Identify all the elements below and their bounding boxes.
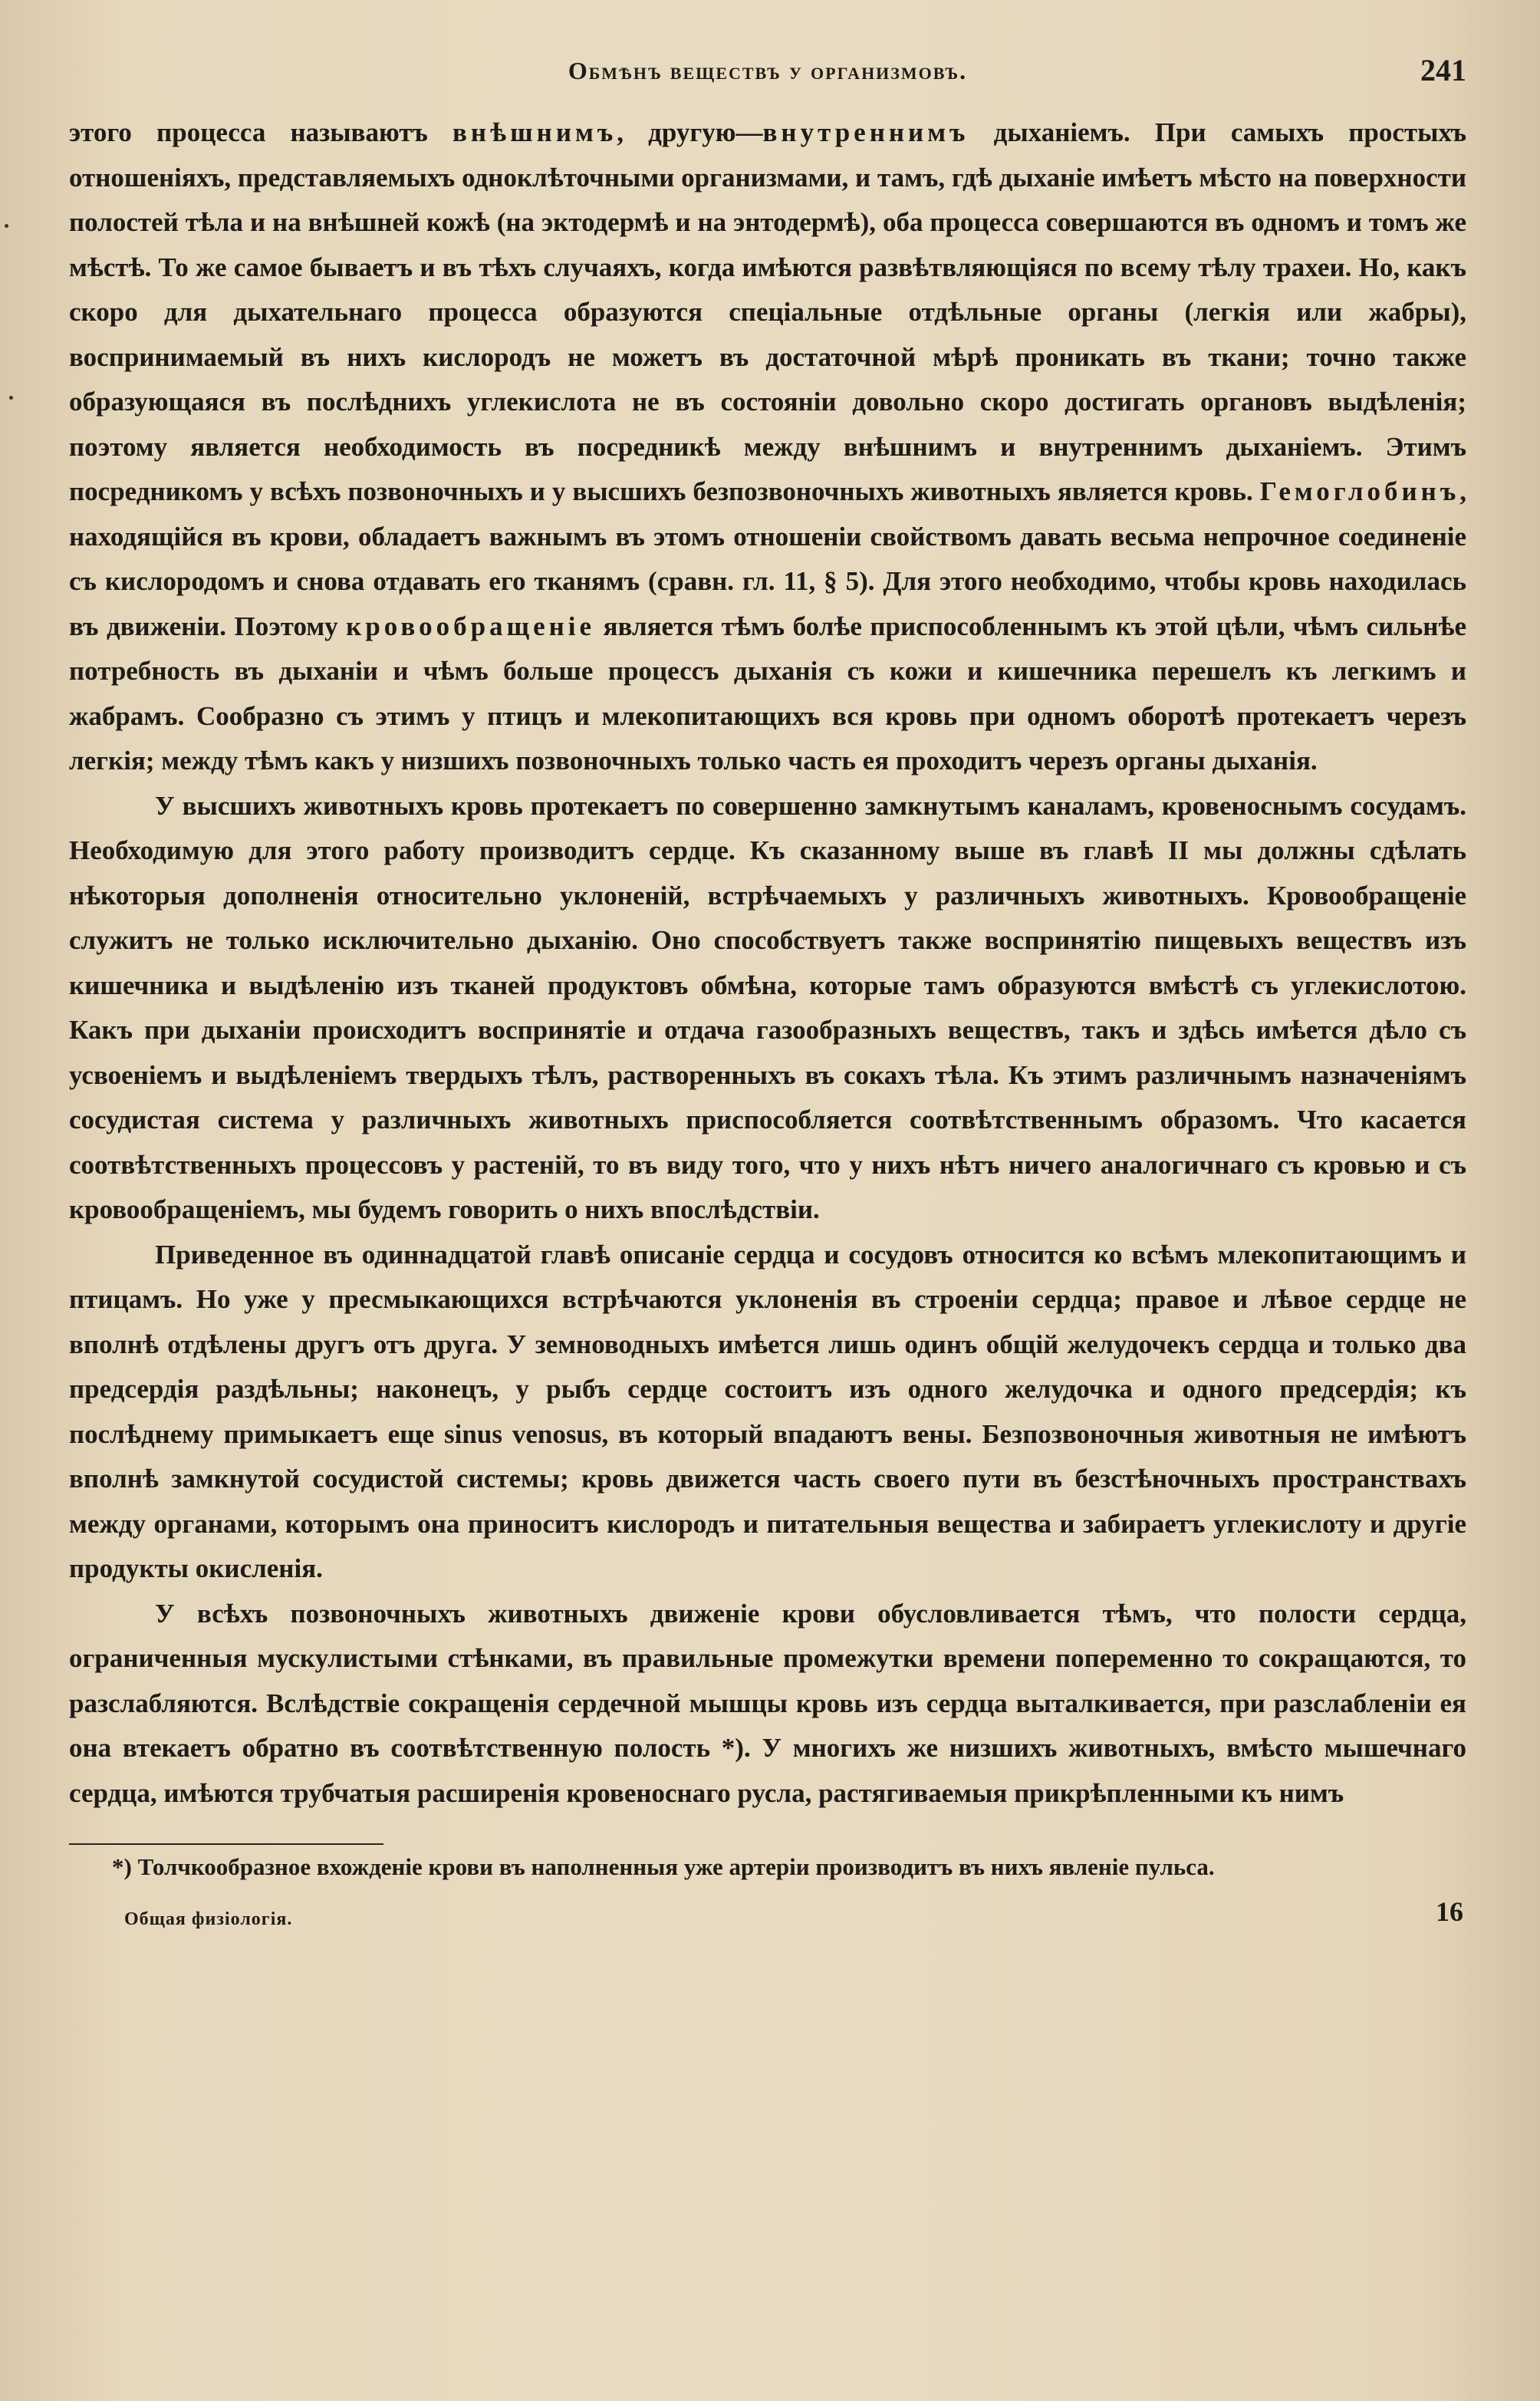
paragraph xyxy=(69,1233,1466,1592)
spaced-term: Гемоглобинъ xyxy=(1259,476,1460,506)
text-run: У всѣхъ позвоночныхъ животныхъ движеніе крови обусловливается тѣмъ, что полости сердца, ограниченныя мускулистыми стѣнками, въ правильные промежутки времени попеременно то сокращаются, то разслабляются. Вслѣдствіе сокращенія сердечной мышцы кровь изъ сердца выталкивается, при разслабленіи ея она втекаетъ обратно въ соотвѣтственную полость *). У многихъ же низшихъ животныхъ, вмѣсто мышечнаго сердца, имѣются трубчатыя расширенія кровеноснаго русла, растягиваемыя прикрѣпленными къ нимъ xyxy=(69,1598,1466,1808)
spaced-term: кровообращеніе xyxy=(346,611,596,641)
running-title: Обмѣнъ веществъ у организмовъ. xyxy=(568,57,968,84)
margin-speck xyxy=(9,396,13,400)
spaced-term: внутреннимъ xyxy=(762,117,969,147)
paragraph xyxy=(69,784,1466,1233)
footnote: *) Толчкообразное вхожденіе крови въ наполненныя уже артеріи производитъ въ нихъ явленіе пульса. xyxy=(112,1853,1215,1880)
spaced-term: внѣшнимъ xyxy=(452,117,617,147)
text-run: Приведенное въ одиннадцатой главѣ описаніе сердца и сосудовъ относится ко всѣмъ млекопитающимъ и птицамъ. Но уже у пресмыкающихся встрѣчаются уклоненія въ строеніи сердца; правое и лѣвое сердце не вполнѣ отдѣлены другъ отъ друга. У земноводныхъ имѣется лишь одинъ общій желудочекъ сердца и только два предсердія раздѣльны; наконецъ, у рыбъ сердце состоитъ изъ одного желудочка и одного предсердія; къ послѣднему примыкаетъ еще sinus venosus, въ который впадаютъ вены. Безпозвоночныя животныя не имѣютъ вполнѣ замкнутой сосудистой системы; кровь движется часть своего пути въ безстѣночныхъ пространствахъ между органами, которымъ она приноситъ кислородъ и питательныя вещества и забираетъ углекислоту и другіе продукты окисленія. xyxy=(69,1239,1466,1583)
text-run: У высшихъ животныхъ кровь протекаетъ по совершенно замкнутымъ каналамъ, кровеноснымъ сосудамъ. Необходимую для этого работу производитъ сердце. Къ сказанному выше въ главѣ II мы должны сдѣлать нѣкоторыя дополненія относительно уклоненій, встрѣчаемыхъ у различныхъ животныхъ. Кровообращеніе служитъ не только исключительно дыханію. Оно способствуетъ также воспринятію пищевыхъ веществъ изъ кишечника и выдѣленію изъ тканей продуктовъ обмѣна, которые тамъ образуются вмѣстѣ съ углекислотою. Какъ при дыханіи происходитъ воспринятіе и отдача газообразныхъ веществъ, такъ и здѣсь имѣется дѣло съ усвоеніемъ и выдѣленіемъ твердыхъ тѣлъ, растворенныхъ въ сокахъ тѣла. Къ этимъ различнымъ назначеніямъ сосудистая система у различныхъ животныхъ приспособляется соотвѣтственнымъ образомъ. Что касается соотвѣтственныхъ процессовъ у растеній, то въ виду того, что у нихъ нѣтъ ничего аналогичнаго съ кровью и съ кровообращеніемъ, мы будемъ говорить о нихъ впослѣдствіи. xyxy=(69,790,1466,1224)
printer-signature: Общая физіологія. xyxy=(124,1909,293,1929)
body-text xyxy=(69,110,1466,1816)
paragraph xyxy=(69,110,1466,784)
page-number: 241 xyxy=(1420,53,1466,87)
text-run: , находящійся въ крови, обладаетъ важнымъ въ этомъ отношеніи свойствомъ давать весьма непрочное соединеніе съ кислородомъ и снова отдавать его тканямъ (сравн. гл. 11, § 5). Для этого необходимо, чтобы кровь находилась въ движеніи. Поэтому xyxy=(69,476,1466,641)
signature-line xyxy=(69,1895,1466,1942)
footnote-rule xyxy=(69,1843,383,1845)
sheet-number: 16 xyxy=(1436,1896,1463,1927)
running-head xyxy=(69,51,1466,104)
text-run: , другую— xyxy=(617,117,763,147)
margin-speck xyxy=(5,224,8,228)
paragraph xyxy=(69,1592,1466,1816)
text-run: является тѣмъ болѣе приспособленнымъ къ этой цѣли, чѣмъ сильнѣе потребность въ дыханіи и чѣмъ больше процессъ дыханія съ кожи и кишечника перешелъ къ легкимъ и жабрамъ. Сообразно съ этимъ у птицъ и млекопитающихъ вся кровь при одномъ оборотѣ протекаетъ черезъ легкія; между тѣмъ какъ у низшихъ позвоночныхъ только часть ея проходитъ черезъ органы дыханія. xyxy=(69,611,1466,776)
text-run: дыханіемъ. При самыхъ простыхъ отношеніяхъ, представляемыхъ одноклѣточными организмами, и тамъ, гдѣ дыханіе имѣетъ мѣсто на поверхности полостей тѣла и на внѣшней кожѣ (на эктодермѣ и на энтодермѣ), оба процесса совершаются въ одномъ и томъ же мѣстѣ. То же самое бываетъ и въ тѣхъ случаяхъ, когда имѣются развѣтвляющіяся по всему тѣлу трахеи. Но, какъ скоро для дыхательнаго процесса образуются спеціальные отдѣльные органы (легкія или жабры), воспринимаемый въ нихъ кислородъ не можетъ въ достаточной мѣрѣ проникать въ ткани; точно также образующаяся въ послѣднихъ углекислота не въ состояніи довольно скоро достигать органовъ выдѣленія; поэтому является необходимость въ посредникѣ между внѣшнимъ и внутреннимъ дыханіемъ. Этимъ посредникомъ у всѣхъ позвоночныхъ и у высшихъ безпозвоночныхъ животныхъ является кровь. xyxy=(69,117,1466,506)
text-run: этого процесса называютъ xyxy=(69,117,453,147)
